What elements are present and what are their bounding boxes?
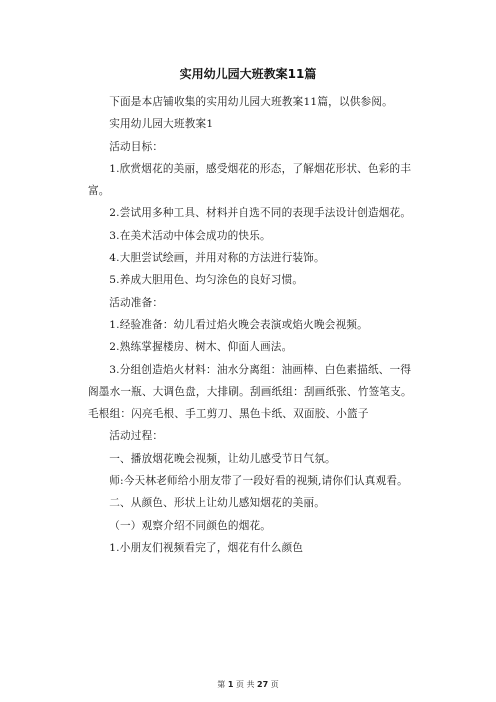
paragraph-question-1: 1.小朋友们视频看完了，烟花有什么颜色 bbox=[109, 541, 304, 554]
document-title: 实用幼儿园大班教案11篇 bbox=[179, 67, 317, 81]
paragraph-step-2: 二、从颜色、形状上让幼儿感知烟花的美丽。 bbox=[109, 497, 326, 510]
footer-prefix: 第 bbox=[217, 680, 226, 689]
paragraph-step-1: 一、播放烟花晚会视频，让幼儿感受节日气氛。 bbox=[109, 452, 336, 465]
paragraph-prep-1: 1.经验准备：幼儿看过焰火晚会表演或焰火晚会视频。 bbox=[109, 318, 368, 331]
page-footer bbox=[0, 680, 496, 690]
paragraph-section-heading: 实用幼儿园大班教案1 bbox=[109, 118, 214, 131]
paragraph-goals-heading: 活动目标： bbox=[109, 140, 164, 153]
footer-page-number: 1 bbox=[227, 680, 234, 689]
paragraph-intro: 下面是本店铺收集的实用幼儿园大班教案11篇，以供参阅。 bbox=[109, 96, 393, 108]
paragraph-substep-1: （一）观察介绍不同颜色的烟花。 bbox=[109, 519, 272, 532]
footer-suffix: 页 bbox=[270, 680, 279, 689]
footer-middle: 页 共 bbox=[235, 680, 255, 689]
paragraph-teacher-line: 师:今天林老师给小朋友带了一段好看的视频,请你们认真观看。 bbox=[109, 475, 408, 488]
paragraph-goal-1: 1.欣赏烟花的美丽，感受烟花的形态，了解烟花形状、色彩的丰富。 bbox=[88, 162, 412, 198]
document-body bbox=[88, 91, 412, 559]
paragraph-goal-2: 2.尝试用多种工具、材料并自选不同的表现手法设计创造烟花。 bbox=[109, 207, 412, 220]
paragraph-goal-3: 3.在美术活动中体会成功的快乐。 bbox=[109, 229, 271, 242]
paragraph-process-heading: 活动过程： bbox=[109, 430, 164, 443]
footer-total-pages: 27 bbox=[257, 680, 269, 689]
paragraph-prep-heading: 活动准备： bbox=[109, 296, 164, 309]
paragraph-prep-3: 3.分组创造焰火材料：油水分离组：油画棒、白色素描纸、一得阁墨水一瓶、大调色盘，大排刷。刮画纸组：刮画纸张、竹签笔支。毛根组：闪亮毛根、手工剪刀、黑色卡纸、双面胶、小篮子 bbox=[88, 363, 412, 421]
paragraph-prep-2: 2.熟练掌握楼房、树木、仰面人画法。 bbox=[109, 341, 293, 354]
paragraph-goal-4: 4.大胆尝试绘画，并用对称的方法进行装饰。 bbox=[109, 252, 325, 265]
paragraph-goal-5: 5.养成大胆用色、均匀涂色的良好习惯。 bbox=[109, 274, 304, 287]
